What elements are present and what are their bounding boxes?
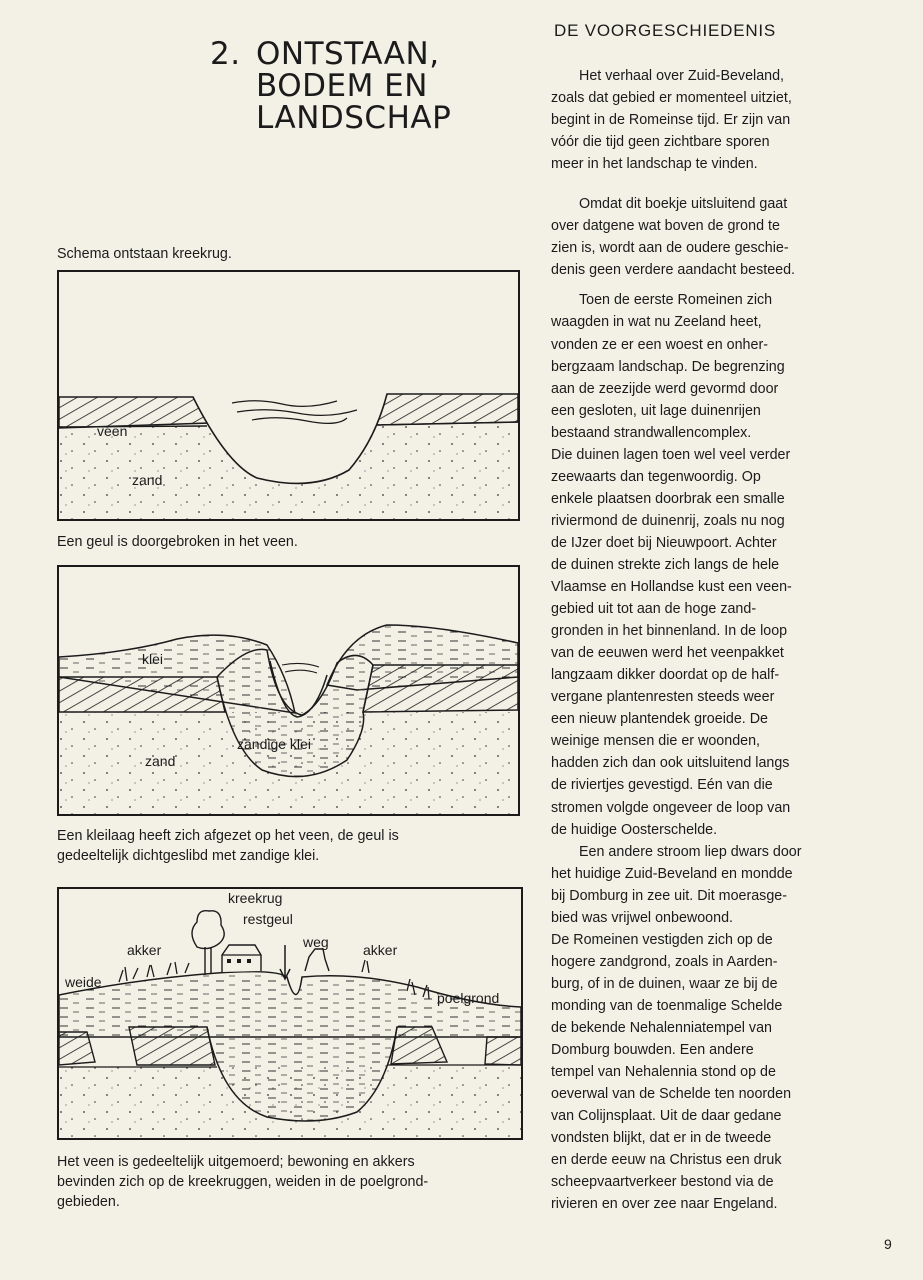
paragraph	[551, 193, 881, 281]
text-line: de riviertjes gevestigd. Eén van die	[551, 777, 773, 794]
body-text-column	[551, 65, 881, 1215]
text-line: over datgene wat boven de grond te	[551, 218, 780, 235]
text-line: Vlaamse en Hollandse kust een veen-	[551, 579, 792, 596]
text-line: Een andere stroom liep dwars door	[579, 843, 802, 860]
text-line: weinige mensen die er woonden,	[551, 733, 761, 750]
text-line: Die duinen lagen toen wel veel verder	[551, 446, 791, 463]
label-kreekrug: kreekrug	[228, 890, 283, 906]
diagram-panel-1	[57, 270, 521, 522]
text-line: oeverwal van de Schelde ten noorden	[551, 1086, 792, 1103]
text-line: en derde eeuw na Christus een druk	[551, 1152, 782, 1169]
paragraph	[551, 289, 881, 840]
text-line: begint in de Romeinse tijd. Er zijn van	[551, 112, 791, 129]
text-line: burg, of in de duinen, waar ze bij de	[551, 975, 778, 992]
text-line: monding van de toenmalige Schelde	[551, 997, 783, 1014]
text-line: het huidige Zuid-Beveland en mondde	[551, 865, 793, 882]
label-zandige-klei: zandige klei	[237, 736, 311, 752]
chapter-title-line: LANDSCHAP	[256, 100, 452, 136]
text-line: aan de zeezijde werd gevormd door	[551, 380, 779, 397]
text-line: Domburg bouwden. Een andere	[551, 1042, 754, 1059]
text-line: scheepvaartverkeer bestond via de	[551, 1174, 774, 1191]
label-zand: zand	[132, 472, 163, 488]
chapter-number: 2.	[210, 36, 241, 72]
text-line: zien is, wordt aan de oudere geschie-	[551, 240, 789, 257]
figure-caption-1: Een geul is doorgebroken in het veen.	[57, 534, 298, 550]
label-poelgrond: poelgrond	[437, 990, 500, 1006]
text-line: Omdat dit boekje uitsluitend gaat	[579, 196, 788, 213]
text-line: De Romeinen vestigden zich op de	[551, 931, 773, 948]
text-line: zoals dat gebied er momenteel uitziet,	[551, 90, 792, 107]
text-line: hogere zandgrond, zoals in Aarden-	[551, 953, 778, 970]
diagram-panel-2	[57, 565, 521, 817]
text-line: rivieren en over zee naar Engeland.	[551, 1196, 778, 1213]
text-line: stromen volgde ongeveer de loop van	[551, 799, 791, 816]
label-zand: zand	[145, 753, 176, 769]
chapter-title-line: BODEM EN	[256, 68, 428, 104]
text-line: tempel van Nehalennia stond op de	[551, 1064, 776, 1081]
text-line: een gesloten, uit lage duinenrijen	[551, 402, 761, 419]
text-line: bergzaam landschap. De begrenzing	[551, 358, 785, 375]
text-line: bij Domburg in zee uit. Dit moerasge-	[551, 887, 787, 904]
text-line: de duinen strekte zich langs de hele	[551, 556, 780, 573]
text-line: langzaam dikker doordat op de half-	[551, 667, 780, 684]
text-line: vonden ze er een woest en onher-	[551, 336, 768, 353]
text-line: de IJzer doet bij Nieuwpoort. Achter	[551, 534, 777, 551]
text-line: van Colijnsplaat. Uit de daar gedane	[551, 1108, 782, 1125]
paragraph	[551, 841, 881, 1216]
page-number: 9	[884, 1236, 892, 1252]
text-line: van de eeuwen werd het veenpakket	[551, 645, 784, 662]
text-line: denis geen verdere aandacht besteed.	[551, 262, 796, 279]
text-line: hadden zich dan ook uitsluitend langs	[551, 755, 790, 772]
text-line: vergane plantenresten steeds weer	[551, 689, 775, 706]
text-line: vóór die tijd geen zichtbare sporen	[551, 134, 770, 151]
label-akker: akker	[363, 942, 398, 958]
text-line: zeewaarts dan tegenwoordig. Op	[551, 468, 761, 485]
figure-caption-2: Een kleilaag heeft zich afgezet op het veen, de geul is gedeeltelijk dichtgeslibd met zandige klei.	[57, 828, 399, 864]
text-line: bestaand strandwallencomplex.	[551, 424, 752, 441]
text-line: bied was vrijwel onbewoond.	[551, 909, 733, 926]
chapter-title-line: ONTSTAAN,	[256, 36, 440, 72]
text-line: vondsten blijkt, dat er in de tweede	[551, 1130, 772, 1147]
text-line: een nieuw plantendek groeide. De	[551, 711, 768, 728]
text-line: gronden in het binnenland. In de loop	[551, 623, 788, 640]
text-line: waagden in wat nu Zeeland heet,	[551, 314, 762, 331]
text-line: Het verhaal over Zuid-Beveland,	[579, 68, 785, 84]
figure-caption-3: Het veen is gedeeltelijk uitgemoerd; bewoning en akkers bevinden zich op de kreekruggen, weiden in de poelgrond- gebieden.	[57, 1154, 429, 1210]
label-restgeul: restgeul	[243, 911, 293, 927]
label-akker: akker	[127, 942, 162, 958]
label-klei: klei	[142, 651, 164, 667]
text-line: enkele plaatsen doorbrak een smalle	[551, 490, 785, 507]
text-line: meer in het landschap te vinden.	[551, 156, 758, 173]
paragraph	[551, 65, 881, 175]
figure-heading: Schema ontstaan kreekrug.	[57, 246, 232, 262]
text-line: riviermond de duinenrij, zoals nu nog	[551, 512, 785, 529]
text-line: de bekende Nehalenniatempel van	[551, 1019, 772, 1036]
label-weg: weg	[303, 934, 329, 950]
label-weide: weide	[65, 974, 102, 990]
label-veen: veen	[97, 423, 128, 439]
text-line: de huidige Oosterschelde.	[551, 821, 718, 838]
section-heading: DE VOORGESCHIEDENIS	[554, 21, 777, 40]
diagram-panel-3	[57, 887, 523, 1141]
text-line: gebied uit tot aan de hoge zand-	[551, 601, 757, 618]
text-line: Toen de eerste Romeinen zich	[579, 292, 773, 309]
